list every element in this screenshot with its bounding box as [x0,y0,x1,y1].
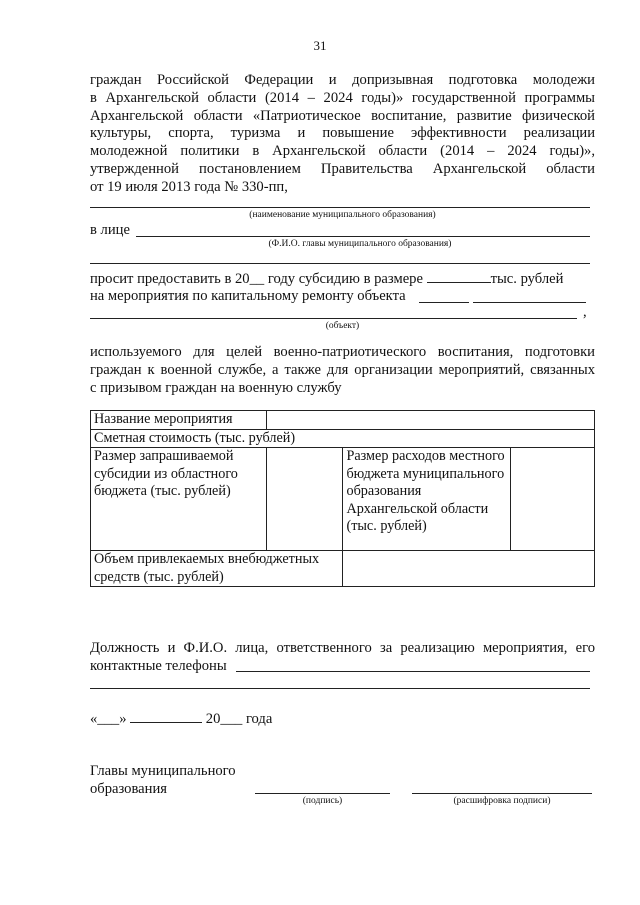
object-blank-1 [419,302,469,303]
object-blank-2 [473,302,586,303]
head-name-blank-line [136,236,590,237]
intro-line: Архангельской области «Патриотическое воспитание, развитие физической [90,107,595,124]
responsible-line-2: контактные телефоны [90,657,227,674]
in-person-label: в лице [90,222,130,238]
head-name-caption: (Ф.И.О. главы муниципального образования) [268,239,452,249]
intro-line: молодежной политики в Архангельской области (2014 – 2024 годы)», [90,143,595,160]
date-line [90,710,272,729]
date-year-suffix: года [245,711,273,727]
extra-budget-label: Объем привлекаемых внебюджетных средств (тыс. рублей) [91,551,343,587]
subsidy-amount-blank [427,270,491,283]
date-year-prefix: 20 [205,711,221,727]
subsidy-table [90,410,595,587]
signature-title-line-1: Главы муниципального [90,763,236,779]
intro-line: культуры, спорта, туризма и повышение эффективности реализации [90,125,595,142]
purpose-line: используемого для целей военно-патриотического воспитания, подготовки [90,344,595,360]
event-name-label: Название мероприятия [91,411,267,430]
signature-title [90,763,236,799]
date-close-quote: » [119,711,127,727]
table-row [91,411,595,430]
signature-title-line-2: образования [90,780,167,797]
page-number: 31 [313,38,327,53]
intro-paragraph [90,72,595,197]
table-row [91,551,595,587]
decoding-caption: (расшифровка подписи) [453,796,551,806]
object-blank-line [90,318,577,319]
intro-line: граждан Российской Федерации и допризывная подготовка молодежи [90,72,595,88]
requested-subsidy-value[interactable] [266,448,343,551]
date-month-blank[interactable] [130,710,202,723]
signature-blank-line[interactable] [255,793,390,794]
purpose-line: с призывом граждан на военную службу [90,379,342,396]
contact-blank-line [236,671,590,672]
intro-line: от 19 июля 2013 года № 330-пп, [90,178,288,195]
extra-blank-line [90,263,590,264]
table-row [91,429,595,448]
request-object-label: на мероприятия по капитальному ремонту объекта [90,288,406,304]
decoding-blank-line[interactable] [412,793,592,794]
object-caption: (объект) [325,321,360,331]
date-year-blank[interactable]: ___ [220,711,243,727]
municipality-caption: (наименование муниципального образования) [249,210,436,220]
event-name-value[interactable] [266,411,594,430]
local-budget-value[interactable] [511,448,595,551]
signature-caption: (подпись) [302,796,343,806]
request-text: просит предоставить в 20__ году субсидию в размере [90,271,423,287]
estimated-cost-label: Сметная стоимость (тыс. рублей) [91,429,595,448]
table-row [91,448,595,551]
requested-subsidy-label: Размер запрашиваемой субсидии из областного бюджета (тыс. рублей) [91,448,267,551]
request-line-2 [90,288,406,306]
contact-extra-line [90,688,590,689]
intro-line: утвержденной постановлением Правительства Архангельской области [90,160,595,177]
purpose-paragraph [90,344,595,397]
extra-budget-value[interactable] [343,551,595,587]
date-day-blank[interactable]: ___ [97,711,120,727]
request-unit: тыс. рублей [490,271,564,287]
date-open-quote: « [90,711,98,727]
object-comma: , [583,304,587,320]
request-line-1 [90,270,595,289]
purpose-line: граждан к военной службе, а также для организации мероприятий, связанных [90,361,595,378]
responsible-line-1: Должность и Ф.И.О. лица, ответственного за реализацию мероприятия, его [90,640,595,656]
municipality-blank-line [90,207,590,208]
local-budget-label: Размер расходов местного бюджета муниципального образования Архангельской области (тыс. рублей) [343,448,511,551]
intro-line: в Архангельской области (2014 – 2024 годы)» государственной программы [90,89,595,106]
